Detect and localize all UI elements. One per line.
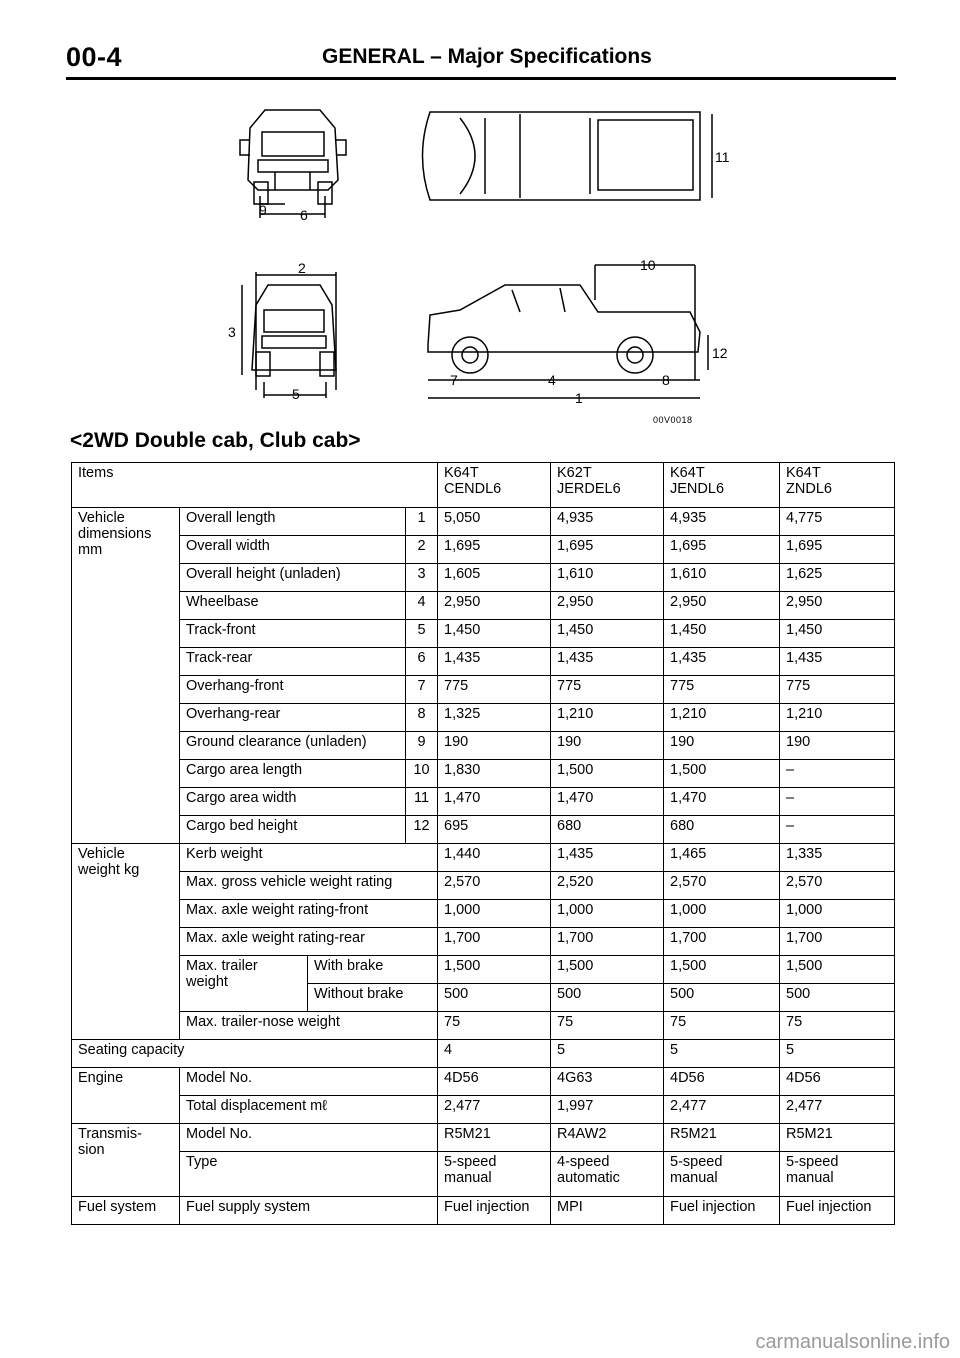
table-cell: 2,950 <box>551 592 664 620</box>
header-rule <box>66 77 896 80</box>
row-label: Track-rear <box>180 648 406 676</box>
front-view-drawing <box>242 272 336 398</box>
table-row <box>72 956 895 984</box>
table-cell: R5M21 <box>664 1124 780 1152</box>
table-cell: 1,450 <box>438 620 551 648</box>
row-label: Fuel supply system <box>180 1197 438 1225</box>
table-row <box>72 1040 895 1068</box>
figure-code: 00V0018 <box>653 415 693 425</box>
table-row <box>72 788 895 816</box>
dim-label-9: 9 <box>259 202 267 218</box>
row-label: Max. trailer-nose weight <box>180 1012 438 1040</box>
dim-label-1: 1 <box>575 390 583 406</box>
table-cell: 1,470 <box>551 788 664 816</box>
table-row <box>72 1096 895 1124</box>
row-label: Overhang-front <box>180 676 406 704</box>
table-cell: 1,435 <box>551 648 664 676</box>
table-cell: R5M21 <box>438 1124 551 1152</box>
dim-label-2: 2 <box>298 260 306 276</box>
table-cell: 2,950 <box>438 592 551 620</box>
table-row <box>72 508 895 536</box>
table-row <box>72 1152 895 1197</box>
table-cell: 2,477 <box>664 1096 780 1124</box>
dimension-number: 12 <box>406 816 438 844</box>
table-row <box>72 844 895 872</box>
row-label: Cargo bed height <box>180 816 406 844</box>
table-cell: 775 <box>780 676 895 704</box>
table-cell: 1,000 <box>551 900 664 928</box>
table-cell: 1,450 <box>780 620 895 648</box>
table-row <box>72 900 895 928</box>
row-label: With brake <box>308 956 438 984</box>
table-cell: 1,610 <box>664 564 780 592</box>
table-cell: 1,605 <box>438 564 551 592</box>
table-cell: 5 <box>551 1040 664 1068</box>
dim-label-11: 11 <box>715 149 730 165</box>
table-row <box>72 1197 895 1225</box>
trailer-group-label: Max. trailer weight <box>180 956 308 1012</box>
row-label: Kerb weight <box>180 844 438 872</box>
model-header: K64T ZNDL6 <box>780 463 895 508</box>
table-cell: 1,470 <box>664 788 780 816</box>
row-label: Overhang-rear <box>180 704 406 732</box>
table-cell: 190 <box>438 732 551 760</box>
dim-label-10: 10 <box>640 257 656 273</box>
table-cell: 5-speed manual <box>780 1152 895 1197</box>
dimension-number: 2 <box>406 536 438 564</box>
table-cell: 1,700 <box>551 928 664 956</box>
table-cell: 1,695 <box>551 536 664 564</box>
table-cell: 4,935 <box>664 508 780 536</box>
table-cell: 1,500 <box>438 956 551 984</box>
table-cell: 1,325 <box>438 704 551 732</box>
table-cell: 4D56 <box>664 1068 780 1096</box>
table-header-row <box>72 463 895 508</box>
row-label: Overall length <box>180 508 406 536</box>
dimension-number: 7 <box>406 676 438 704</box>
table-row <box>72 536 895 564</box>
table-row <box>72 564 895 592</box>
table-cell: 190 <box>551 732 664 760</box>
table-cell: 1,210 <box>780 704 895 732</box>
row-label: Max. axle weight rating-rear <box>180 928 438 956</box>
row-label: Overall width <box>180 536 406 564</box>
model-header: K64T CENDL6 <box>438 463 551 508</box>
dimension-number: 6 <box>406 648 438 676</box>
table-cell: 695 <box>438 816 551 844</box>
vehicle-dimension-figure <box>220 100 760 430</box>
items-header: Items <box>72 463 438 508</box>
table-row <box>72 732 895 760</box>
table-cell: 1,700 <box>664 928 780 956</box>
table-cell: 5-speed manual <box>664 1152 780 1197</box>
dimension-number: 9 <box>406 732 438 760</box>
table-row <box>72 872 895 900</box>
weight-group-label: Vehicle weight kg <box>72 844 180 1040</box>
table-cell: Fuel injection <box>438 1197 551 1225</box>
table-cell: 190 <box>664 732 780 760</box>
page-number: 00-4 <box>66 42 123 72</box>
fuel-group-label: Fuel system <box>72 1197 180 1225</box>
table-cell: 4,775 <box>780 508 895 536</box>
dimension-number: 11 <box>406 788 438 816</box>
table-row <box>72 928 895 956</box>
table-cell: 2,520 <box>551 872 664 900</box>
page-header <box>66 42 896 72</box>
row-label: Cargo area length <box>180 760 406 788</box>
table-cell: 1,610 <box>551 564 664 592</box>
table-cell: 4,935 <box>551 508 664 536</box>
row-label: Max. axle weight rating-front <box>180 900 438 928</box>
dimension-number: 3 <box>406 564 438 592</box>
dim-label-8: 8 <box>662 372 670 388</box>
table-cell: 1,435 <box>438 648 551 676</box>
dimension-number: 1 <box>406 508 438 536</box>
table-cell: 1,435 <box>664 648 780 676</box>
table-cell: 500 <box>780 984 895 1012</box>
table-cell: 2,950 <box>780 592 895 620</box>
table-cell: 1,210 <box>551 704 664 732</box>
table-cell: 190 <box>780 732 895 760</box>
row-label: Overall height (unladen) <box>180 564 406 592</box>
table-cell: 75 <box>551 1012 664 1040</box>
table-cell: 4D56 <box>438 1068 551 1096</box>
table-cell: – <box>780 760 895 788</box>
table-row <box>72 676 895 704</box>
dim-label-3: 3 <box>228 324 236 340</box>
table-cell: 1,465 <box>664 844 780 872</box>
table-cell: 1,000 <box>664 900 780 928</box>
table-cell: 1,700 <box>780 928 895 956</box>
table-cell: 1,500 <box>551 956 664 984</box>
table-cell: 1,500 <box>664 760 780 788</box>
table-cell: 1,625 <box>780 564 895 592</box>
table-cell: MPI <box>551 1197 664 1225</box>
table-cell: 4D56 <box>780 1068 895 1096</box>
row-label: Total displacement mℓ <box>180 1096 438 1124</box>
table-cell: 2,477 <box>780 1096 895 1124</box>
table-cell: 775 <box>438 676 551 704</box>
row-label: Model No. <box>180 1124 438 1152</box>
table-cell: 5,050 <box>438 508 551 536</box>
table-row <box>72 592 895 620</box>
table-row <box>72 648 895 676</box>
table-cell: 1,470 <box>438 788 551 816</box>
table-row <box>72 620 895 648</box>
table-row <box>72 1068 895 1096</box>
dimensions-group-label: Vehicle dimensions mm <box>72 508 180 844</box>
table-row <box>72 816 895 844</box>
dim-label-5: 5 <box>292 386 300 402</box>
table-cell: 1,440 <box>438 844 551 872</box>
dim-label-6: 6 <box>300 207 308 223</box>
table-cell: Fuel injection <box>780 1197 895 1225</box>
table-cell: 75 <box>780 1012 895 1040</box>
table-row <box>72 704 895 732</box>
table-cell: 2,477 <box>438 1096 551 1124</box>
table-cell: 1,695 <box>664 536 780 564</box>
table-cell: 1,997 <box>551 1096 664 1124</box>
table-cell: 680 <box>664 816 780 844</box>
table-cell: 1,830 <box>438 760 551 788</box>
table-cell: 75 <box>438 1012 551 1040</box>
table-cell: 1,210 <box>664 704 780 732</box>
top-view-drawing <box>423 112 713 200</box>
table-cell: 500 <box>438 984 551 1012</box>
table-cell: 500 <box>551 984 664 1012</box>
table-cell: 1,500 <box>664 956 780 984</box>
table-cell: 500 <box>664 984 780 1012</box>
table-cell: 1,695 <box>780 536 895 564</box>
row-label: Type <box>180 1152 438 1197</box>
table-cell: 1,000 <box>780 900 895 928</box>
table-cell: 1,450 <box>551 620 664 648</box>
dim-label-7: 7 <box>450 372 458 388</box>
dimension-labels <box>228 149 730 406</box>
row-label: Model No. <box>180 1068 438 1096</box>
transmission-group-label: Transmis- sion <box>72 1124 180 1197</box>
table-cell: 2,950 <box>664 592 780 620</box>
table-row <box>72 1012 895 1040</box>
engine-group-label: Engine <box>72 1068 180 1124</box>
row-label: Max. gross vehicle weight rating <box>180 872 438 900</box>
table-cell: 4-speed automatic <box>551 1152 664 1197</box>
watermark: carmanualsonline.info <box>755 1331 950 1353</box>
row-label: Ground clearance (unladen) <box>180 732 406 760</box>
table-cell: 680 <box>551 816 664 844</box>
table-cell: 1,435 <box>780 648 895 676</box>
table-row <box>72 1124 895 1152</box>
table-cell: 1,335 <box>780 844 895 872</box>
table-cell: 1,435 <box>551 844 664 872</box>
dim-label-4: 4 <box>548 372 556 388</box>
table-cell: – <box>780 816 895 844</box>
table-cell: 2,570 <box>438 872 551 900</box>
table-cell: R5M21 <box>780 1124 895 1152</box>
row-label: Without brake <box>308 984 438 1012</box>
table-cell: 775 <box>664 676 780 704</box>
dimension-number: 4 <box>406 592 438 620</box>
table-row <box>72 760 895 788</box>
table-cell: 775 <box>551 676 664 704</box>
specifications-table <box>71 462 895 1225</box>
table-cell: 2,570 <box>664 872 780 900</box>
table-cell: 2,570 <box>780 872 895 900</box>
row-label: Wheelbase <box>180 592 406 620</box>
table-cell: 4G63 <box>551 1068 664 1096</box>
model-header: K64T JENDL6 <box>664 463 780 508</box>
table-cell: 5 <box>664 1040 780 1068</box>
table-cell: 4 <box>438 1040 551 1068</box>
rear-view-drawing <box>240 110 346 218</box>
table-cell: 5-speed manual <box>438 1152 551 1197</box>
table-cell: 1,700 <box>438 928 551 956</box>
table-cell: R4AW2 <box>551 1124 664 1152</box>
row-label: Track-front <box>180 620 406 648</box>
table-cell: 1,000 <box>438 900 551 928</box>
seating-label: Seating capacity <box>72 1040 438 1068</box>
dimensions-section <box>72 508 895 844</box>
table-cell: 1,500 <box>551 760 664 788</box>
table-cell: 1,500 <box>780 956 895 984</box>
dimension-number: 5 <box>406 620 438 648</box>
table-cell: Fuel injection <box>664 1197 780 1225</box>
table-cell: 1,450 <box>664 620 780 648</box>
table-cell: – <box>780 788 895 816</box>
row-label: Cargo area width <box>180 788 406 816</box>
table-cell: 75 <box>664 1012 780 1040</box>
page-title: GENERAL – Major Specifications <box>322 45 652 68</box>
dimension-number: 10 <box>406 760 438 788</box>
weights-section <box>72 844 895 1040</box>
dimension-number: 8 <box>406 704 438 732</box>
model-header: K62T JERDEL6 <box>551 463 664 508</box>
table-cell: 1,695 <box>438 536 551 564</box>
section-title: <2WD Double cab, Club cab> <box>70 429 361 452</box>
table-cell: 5 <box>780 1040 895 1068</box>
dim-label-12: 12 <box>712 345 728 361</box>
